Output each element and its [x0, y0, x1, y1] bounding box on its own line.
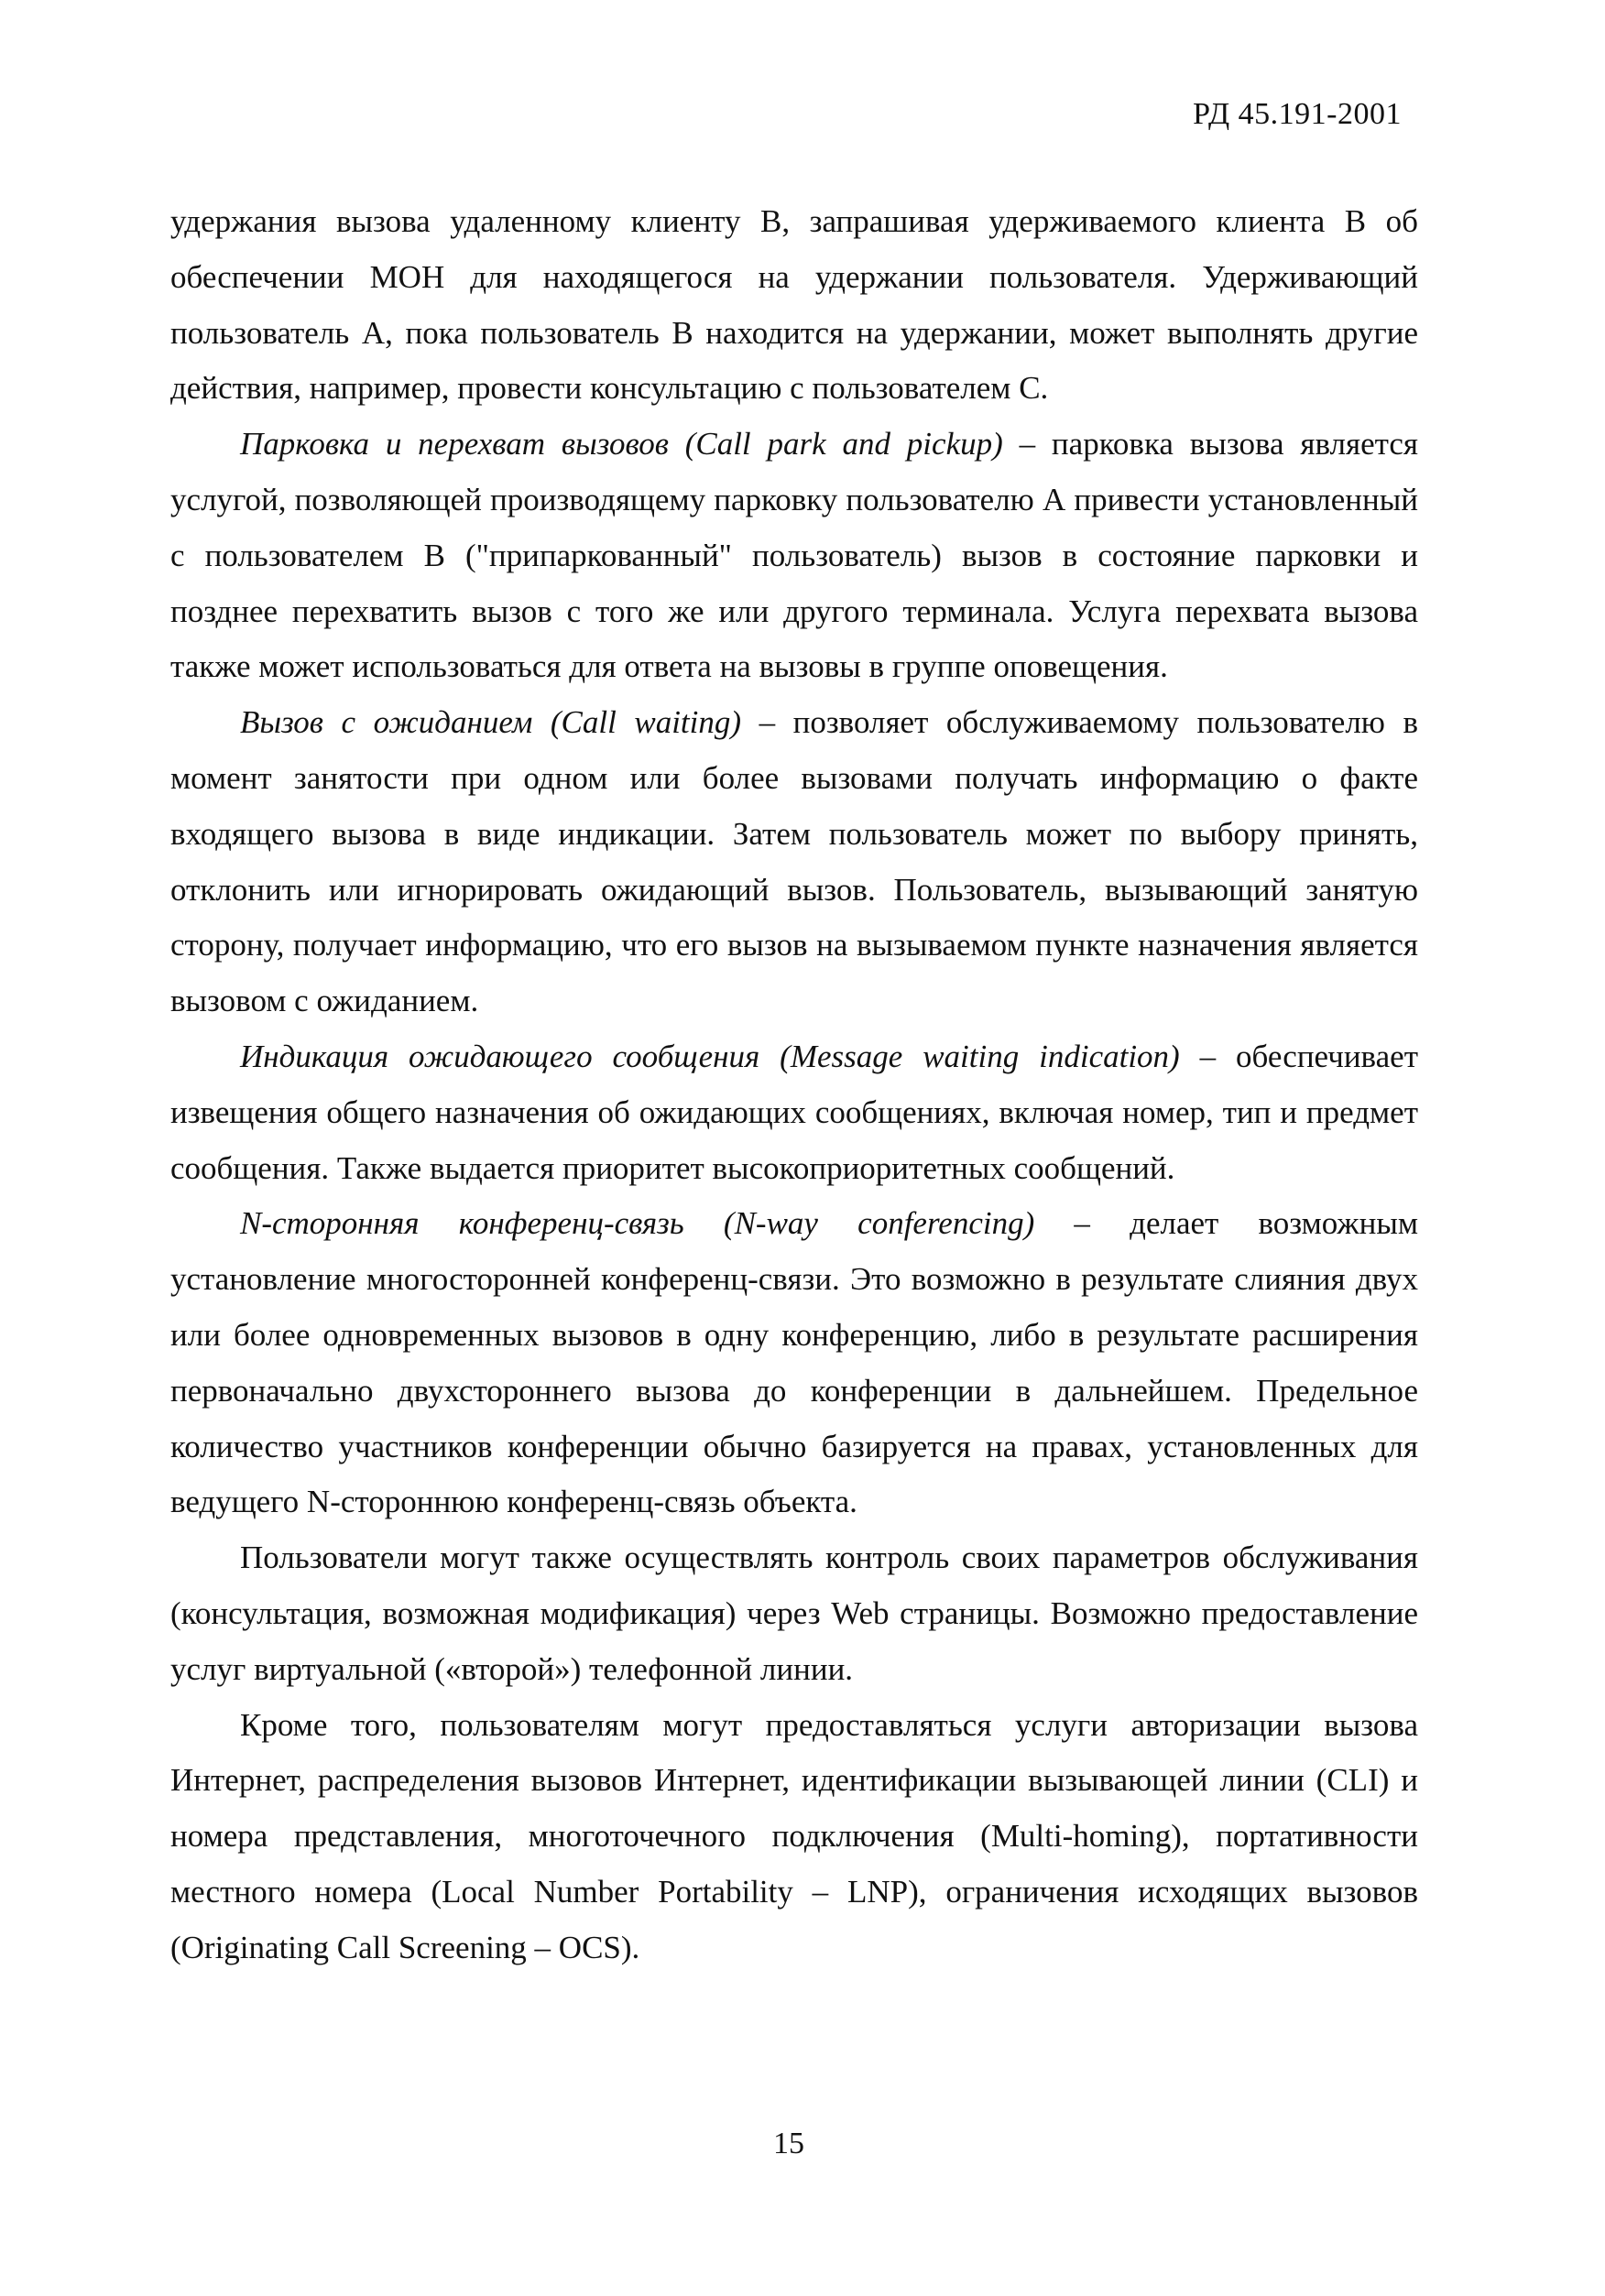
- paragraph-call-waiting: [170, 695, 1418, 1029]
- paragraph-text: удержания вызова удаленному клиенту В, запрашивая удерживаемого клиента В об обеспечении МОН для находящегося на удержании пользователя. Удерживающий пользователь А, пока пользователь В находится на удержании, может выполнять другие действия, например, провести консультацию с пользователем С.: [170, 203, 1418, 407]
- paragraph-text: – делает возможным установление многосторонней конференц-связи. Это возможно в результате слияния двух или более одновременных вызовов в одну конференцию, либо в результате расширения первоначально двухстороннего вызова до конференции в дальнейшем. Предельное количество участников конференции обычно базируется на правах, установленных для ведущего N-стороннюю конференц-связь объекта.: [170, 1205, 1418, 1520]
- paragraph-message-waiting: [170, 1029, 1418, 1196]
- paragraph-text: Кроме того, пользователям могут предоставляться услуги авторизации вызова Интернет, распределения вызовов Интернет, идентификации вызывающей линии (CLI) и номера представления, многоточечного подключения (Multi-homing), портативности местного номера (Local Number Portability – LNP), ограничения исходящих вызовов (Originating Call Screening – OCS).: [170, 1706, 1418, 1965]
- term-message-waiting: Индикация ожидающего сообщения (Message waiting indication): [240, 1038, 1180, 1074]
- paragraph-text: – позволяет обслуживаемому пользователю в момент занятости при одном или более вызовами получать информацию о факте входящего вызова в виде индикации. Затем пользователь может по выбору принять, отклонить или игнорировать ожидающий вызов. Пользователь, вызывающий занятую сторону, получает информацию, что его вызов на вызываемом пункте назначения является вызовом с ожиданием.: [170, 704, 1418, 1019]
- term-call-park: Парковка и перехват вызовов (Call park and pickup): [240, 426, 1003, 462]
- page-number: 15: [773, 2127, 804, 2160]
- term-call-waiting: Вызов с ожиданием (Call waiting): [240, 704, 742, 741]
- document-code: РД 45.191-2001: [1193, 97, 1402, 131]
- paragraph-hold-continuation: [170, 194, 1418, 417]
- paragraph-text: – парковка вызова является услугой, позволяющей производящему парковку пользователю А привести установленный с пользователем В ("припаркованный" пользователь) вызов в состояние парковки и позднее перехватить вызов с того же или другого терминала. Услуга перехвата вызова также может использоваться для ответа на вызовы в группе оповещения.: [170, 426, 1418, 685]
- paragraph-additional-services: [170, 1698, 1418, 1976]
- paragraph-web-control: [170, 1530, 1418, 1697]
- term-n-way-conferencing: N-сторонняя конференц-связь (N-way conferencing): [240, 1205, 1035, 1242]
- paragraph-text: – обеспечивает извещения общего назначения об ожидающих сообщениях, включая номер, тип и предмет сообщения. Также выдается приоритет высокоприоритетных сообщений.: [170, 1038, 1418, 1186]
- paragraph-call-park: [170, 417, 1418, 695]
- body-text: [170, 194, 1418, 1976]
- paragraph-text: Пользователи могут также осуществлять контроль своих параметров обслуживания (консультация, возможная модификация) через Web страницы. Возможно предоставление услуг виртуальной («второй») телефонной линии.: [170, 1540, 1418, 1687]
- paragraph-n-way-conferencing: [170, 1196, 1418, 1530]
